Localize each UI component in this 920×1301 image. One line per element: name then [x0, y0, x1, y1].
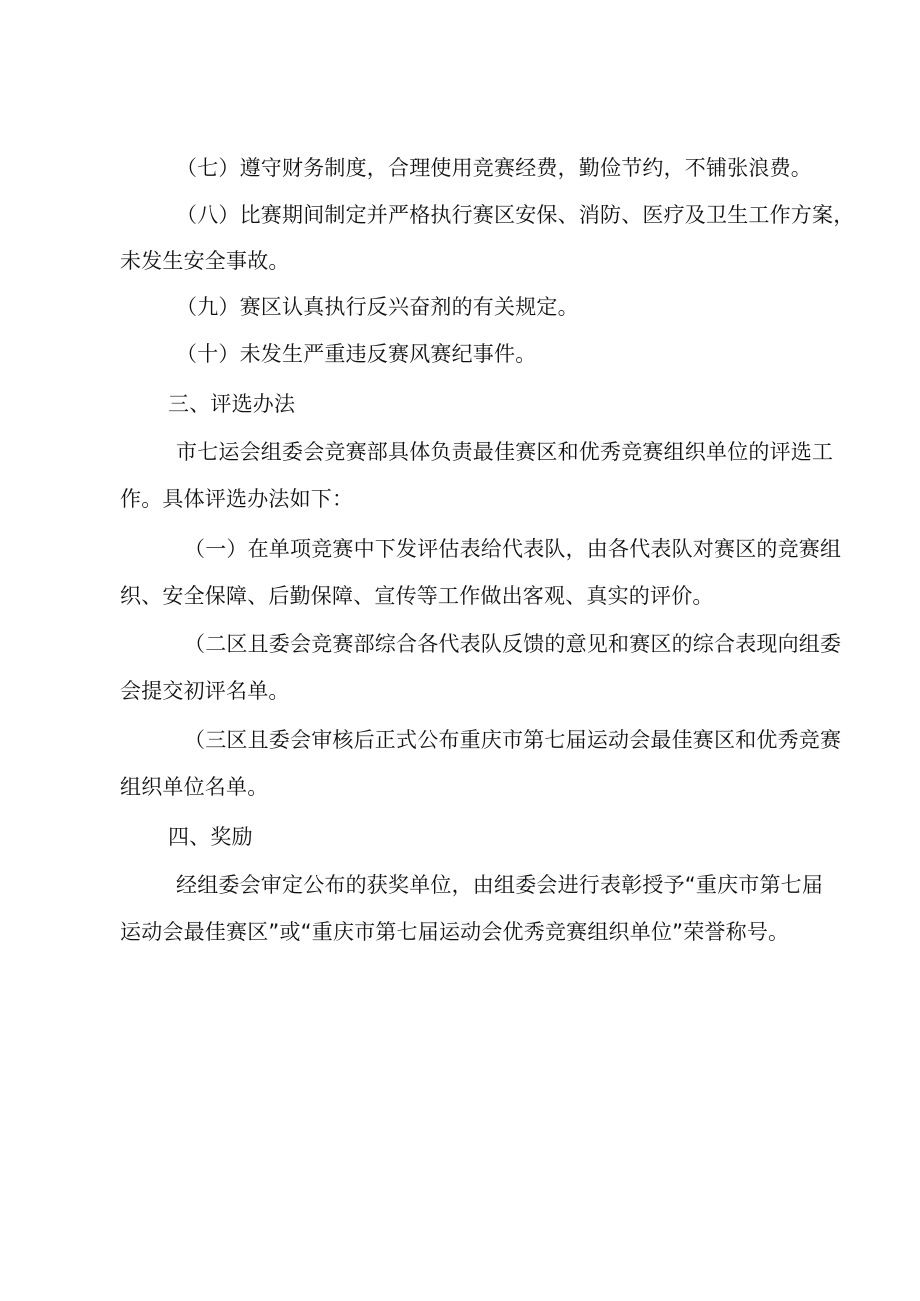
method-3-line-1: （三区且委会审核后正式公布重庆市第七届运动会最佳赛区和优秀竞赛	[184, 728, 842, 752]
clause-10-line: （十）未发生严重违反赛风赛纪事件。	[176, 342, 537, 366]
section-4-line-2: 运动会最佳赛区”或“重庆市第七届运动会优秀竞赛组织单位”荣誉称号。	[120, 920, 790, 944]
section-4-line-1: 经组委会审定公布的获奖单位，由组委会进行表彰授予“重庆市第七届	[176, 873, 824, 897]
section-3-intro-line-2: 作。具体评选办法如下：	[120, 487, 354, 511]
method-1-line-2: 织、安全保障、后勤保障、宣传等工作做出客观、真实的评价。	[120, 584, 714, 608]
section-4-heading: 四、奖励	[168, 825, 253, 849]
clause-8-line-1: （八）比赛期间制定并严格执行赛区安保、消防、医疗及卫生工作方案，	[176, 203, 855, 227]
section-3-intro-line-1: 市七运会组委会竞赛部具体负责最佳赛区和优秀竞赛组织单位的评选工	[176, 440, 834, 464]
section-3-heading: 三、评选办法	[168, 392, 296, 416]
method-1-line-1: （一）在单项竞赛中下发评估表给代表队，由各代表队对赛区的竞赛组	[184, 537, 842, 561]
method-2-line-1: （二区且委会竞赛部综合各代表队反馈的意见和赛区的综合表现向组委	[184, 632, 842, 656]
clause-9-line: （九）赛区认真执行反兴奋剂的有关规定。	[176, 295, 579, 319]
clause-8-line-2: 未发生安全事故。	[120, 249, 290, 273]
method-2-line-2: 会提交初评名单。	[120, 679, 290, 703]
method-3-line-2: 组织单位名单。	[120, 775, 269, 799]
clause-7-line: （七）遵守财务制度，合理使用竞赛经费，勤俭节约，不铺张浪费。	[176, 156, 812, 180]
